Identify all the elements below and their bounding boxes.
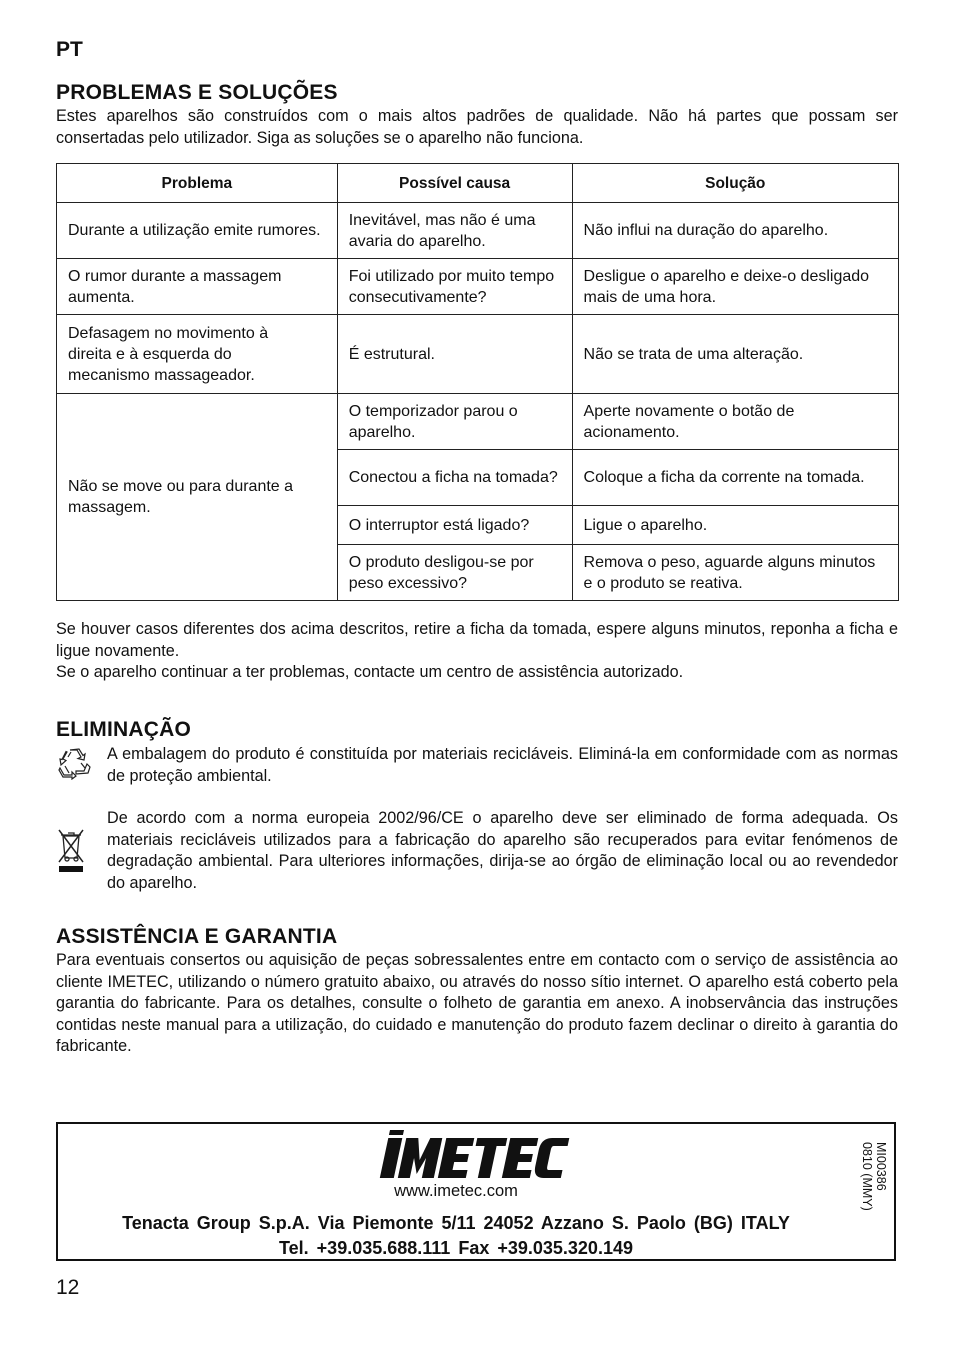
cause-cell: O interruptor está ligado? xyxy=(337,506,572,545)
language-code: PT xyxy=(56,38,83,61)
problems-title: PROBLEMAS E SOLUÇÕES xyxy=(56,81,338,104)
solution-cell: Ligue o aparelho. xyxy=(572,506,898,545)
cause-cell: O temporizador parou o aparelho. xyxy=(337,394,572,450)
warranty-title: ASSISTÊNCIA E GARANTIA xyxy=(56,925,338,948)
warranty-text: Para eventuais consertos ou aquisição de peças sobressalentes entre em contacto com o serviço de assistência ao cliente IMETEC, utilizando o número gratuito abaixo, ou através do nosso sítio internet. O aparelho está coberto pela garantia do fabricante. Para os detalhes, consulte o folheto de garantia em anexo. A inobservância das instruções contidas neste manual para a utilização, do cuidado e manutenção do produto fazem declinar o direito à garantia do fabricante. xyxy=(56,951,898,1055)
disposal-title: ELIMINAÇÃO xyxy=(56,718,191,741)
recycle-icon xyxy=(57,746,91,785)
column-header-problem: Problema xyxy=(57,164,338,203)
table-row xyxy=(57,203,899,259)
problem-cell: Não se move ou para durante a massagem. xyxy=(57,394,338,601)
crossed-bin-icon xyxy=(57,828,85,879)
cause-cell: O produto desligou-se por peso excessivo? xyxy=(337,545,572,601)
cause-cell: Foi utilizado por muito tempo consecutivamente? xyxy=(337,259,572,315)
column-header-cause: Possível causa xyxy=(337,164,572,203)
website-link[interactable]: www.imetec.com xyxy=(394,1182,518,1200)
weee-text: De acordo com a norma europeia 2002/96/CE o aparelho deve ser eliminado de forma adequada. Os materiais recicláveis utilizados para a fabricação do aparelho são recuperados para evitar fenómenos de degradação ambiental. Para ulteriores informações, dirija-se ao órgão de eliminação local ou ao revendedor do aparelho. xyxy=(107,809,898,892)
footer-box xyxy=(56,1122,896,1261)
packaging-text: A embalagem do produto é constituída por materiais recicláveis. Eliminá-la em conformidade com as normas de proteção ambiental. xyxy=(107,745,898,785)
cause-cell: Inevitável, mas não é uma avaria do aparelho. xyxy=(337,203,572,259)
table-row xyxy=(57,315,899,394)
solution-cell: Não influi na duração do aparelho. xyxy=(572,203,898,259)
solution-cell: Coloque a ficha da corrente na tomada. xyxy=(572,450,898,506)
solution-cell: Desligue o aparelho e deixe-o desligado mais de uma hora. xyxy=(572,259,898,315)
solution-cell: Aperte novamente o botão de acionamento. xyxy=(572,394,898,450)
solution-cell: Remova o peso, aguarde alguns minutos e o produto se reativa. xyxy=(572,545,898,601)
column-header-solution: Solução xyxy=(572,164,898,203)
document-code: MI00386 0810 (MMY) xyxy=(860,1142,888,1211)
after-table-text xyxy=(56,619,898,684)
table-row xyxy=(57,259,899,315)
cause-cell: Conectou a ficha na tomada? xyxy=(337,450,572,506)
after-table-paragraph-1: Se houver casos diferentes dos acima descritos, retire a ficha da tomada, espere alguns minutos, reponha a ficha e ligue novamente. xyxy=(56,620,898,660)
problem-cell: Durante a utilização emite rumores. xyxy=(57,203,338,259)
table-header-row xyxy=(57,164,899,203)
company-address: Tenacta Group S.p.A. Via Piemonte 5/11 24052 Azzano S. Paolo (BG) ITALY xyxy=(122,1213,790,1233)
after-table-paragraph-2: Se o aparelho continuar a ter problemas, contacte um centro de assistência autorizado. xyxy=(56,663,684,681)
troubleshooting-table xyxy=(56,163,899,601)
table-row xyxy=(57,394,899,450)
problem-cell: O rumor durante a massagem aumenta. xyxy=(57,259,338,315)
contact-numbers: Tel. +39.035.688.111 Fax +39.035.320.149 xyxy=(279,1238,633,1258)
cause-cell: É estrutural. xyxy=(337,315,572,394)
page-number: 12 xyxy=(56,1276,80,1299)
solution-cell: Não se trata de uma alteração. xyxy=(572,315,898,394)
imetec-logo xyxy=(376,1130,581,1189)
problem-cell: Defasagem no movimento à direita e à esquerda do mecanismo massageador. xyxy=(57,315,338,394)
problems-intro: Estes aparelhos são construídos com o mais altos padrões de qualidade. Não há partes que possam ser consertadas pelo utilizador. Siga as soluções se o aparelho não funciona. xyxy=(56,107,898,147)
